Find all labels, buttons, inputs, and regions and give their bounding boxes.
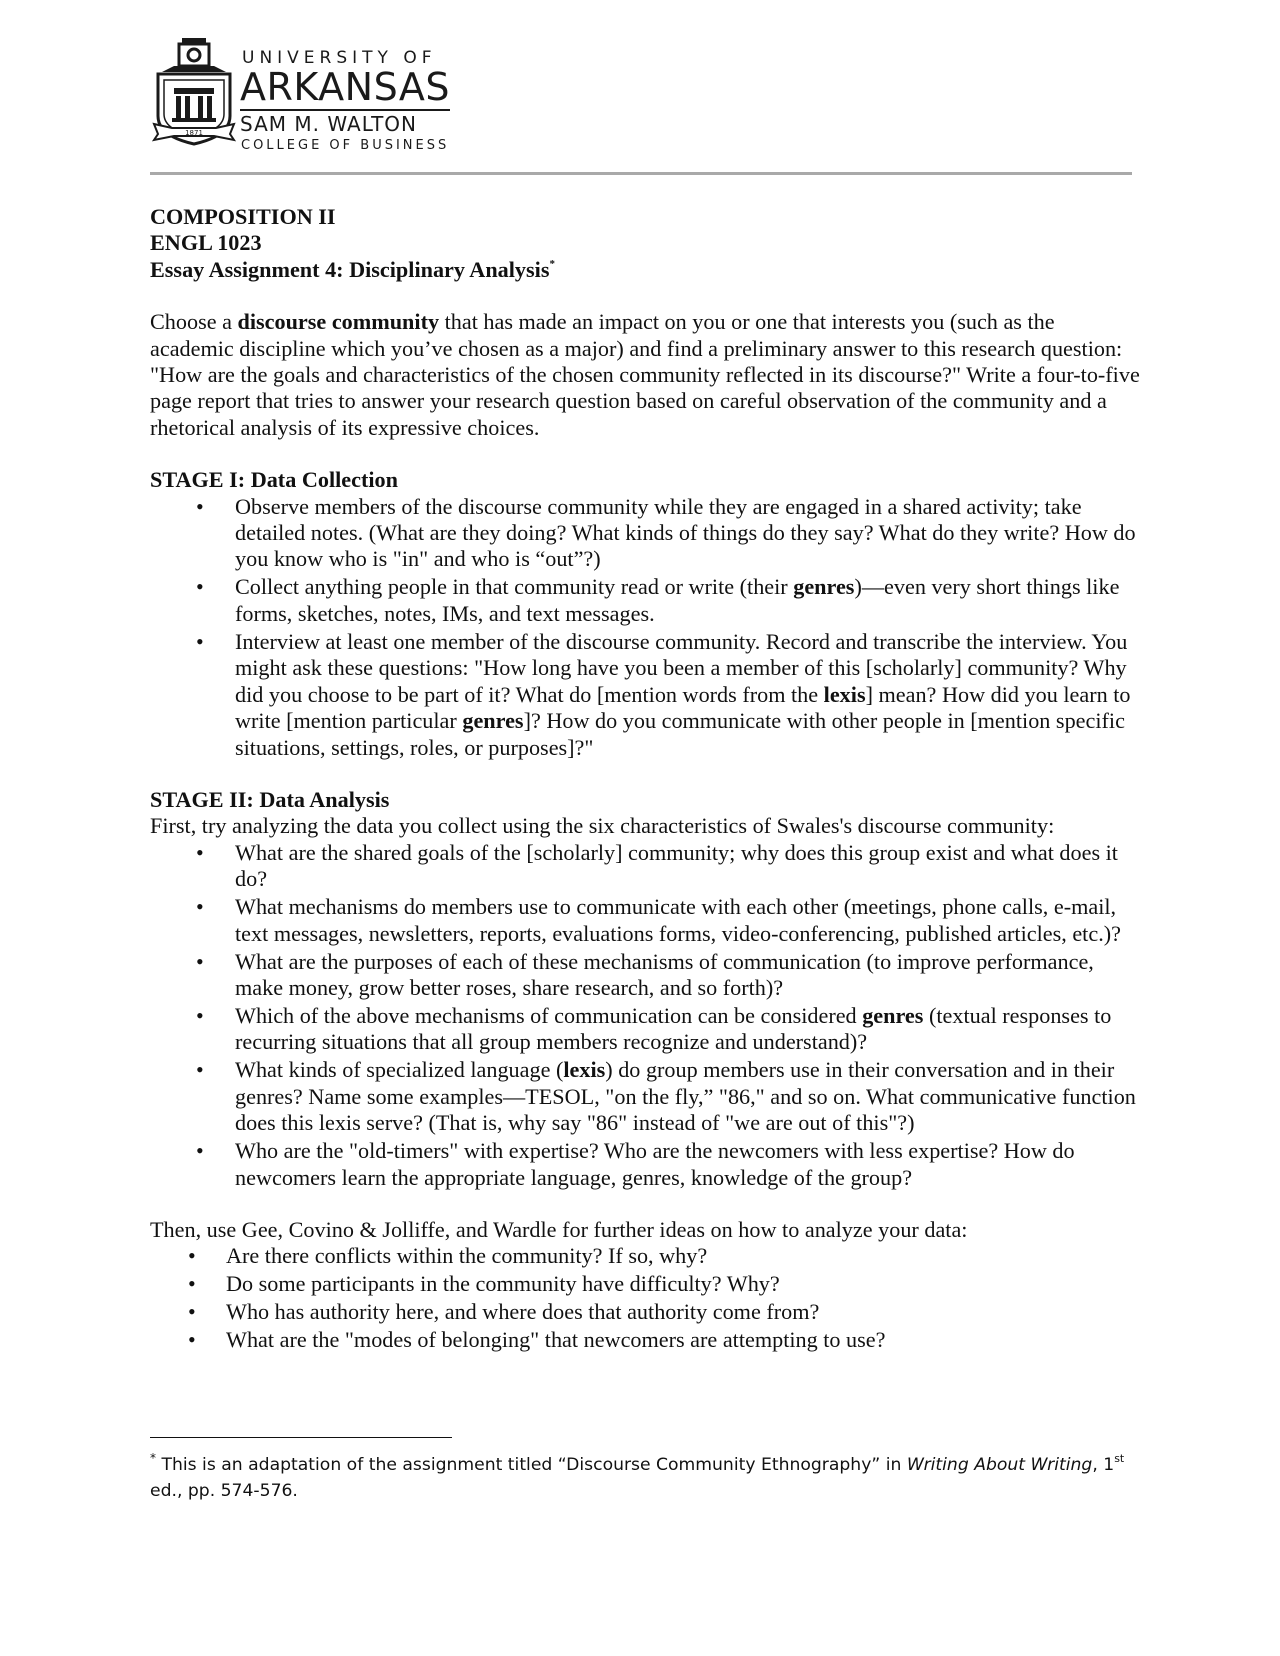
seal-icon xyxy=(152,36,236,148)
list-item-text: Who are the "old-timers" with expertise? Who are the newcomers with less expertise? How do newcomers learn the appropriate language, genres, knowledge of the group? xyxy=(235,1138,1075,1190)
list-item-text: What are the "modes of belonging" that newcomers are attempting to use? xyxy=(226,1327,886,1353)
list-item xyxy=(150,574,1140,627)
footnote-text-1: This is an adaptation of the assignment titled “Discourse Community Ethnography” in xyxy=(156,1455,907,1475)
intro-bold-term: discourse community xyxy=(237,309,440,335)
list-item-text: ]? How do you communicate with other people in [mention specific situations, settings, roles, or purposes]?" xyxy=(235,708,1125,760)
logo-sam-walton: SAM M. WALTON xyxy=(240,112,418,136)
list-item-text: Which of the above mechanisms of communication can be considered xyxy=(235,1002,863,1028)
stage2-list xyxy=(150,840,1140,1191)
bold-term: genres xyxy=(793,574,855,600)
footnote-text-2: , 1 xyxy=(1092,1455,1115,1475)
footnote xyxy=(150,1452,1135,1504)
list-item-text: Observe members of the discourse community while they are engaged in a shared activity; take detailed notes. (What are they doing? What kinds of things do they say? What do they write? How do you know who is "in" and who is “out”?) xyxy=(235,493,1136,572)
header-divider xyxy=(150,172,1132,175)
list-item xyxy=(150,1243,1140,1269)
further-list xyxy=(150,1243,1140,1353)
list-item-text: Are there conflicts within the community? If so, why? xyxy=(226,1243,708,1269)
list-item xyxy=(150,1271,1140,1297)
list-item-text: What kinds of specialized language ( xyxy=(235,1057,564,1083)
list-item-text: (textual responses to recurring situations that all group members recognize and understand)? xyxy=(235,1002,1112,1055)
list-item-text: What are the purposes of each of these mechanisms of communication (to improve performance, make money, grow better roses, share research, and so forth)? xyxy=(235,948,1094,1000)
list-item xyxy=(150,629,1140,761)
list-item-text: What are the shared goals of the [scholarly] community; why does this group exist and what does it do? xyxy=(235,839,1118,892)
logo-college-of-business: COLLEGE OF BUSINESS xyxy=(241,138,450,153)
list-item xyxy=(150,894,1140,947)
footnote-divider xyxy=(150,1437,452,1438)
list-item-text: What mechanisms do members use to communicate with each other (meetings, phone calls, e-mail, text messages, newsletters, reports, evaluations forms, video-conferencing, published articles, etc.)? xyxy=(235,894,1121,946)
stage1-list xyxy=(150,494,1140,761)
list-item-text: ) do group members use in their conversation and in their genres? Name some examples—TESOL, "on the fly,” "86," and so on. What communicative function does this lexis serve? (That is, why say "86" instead of "we are out of this"?) xyxy=(235,1057,1136,1136)
university-logo xyxy=(152,36,452,152)
list-item xyxy=(150,1057,1140,1136)
list-item xyxy=(150,949,1140,1002)
list-item-text: Collect anything people in that community read or write (their xyxy=(235,574,794,600)
intro-text-2: that has made an impact on you or one that interests you (such as the academic discipline which you’ve chosen as a major) and find a preliminary answer to this research question: "How are the goals and characteristics of the chosen community reflected in its discourse?" Write a four-to-five page report that tries to answer your research question based on careful observation of the community and a rhetorical analysis of its expressive choices. xyxy=(150,309,1140,440)
list-item-text: ] mean? How did you learn to write [mention particular xyxy=(235,681,1131,734)
logo-underline xyxy=(240,109,450,111)
seal-year: 1871 xyxy=(185,129,203,137)
list-item xyxy=(150,1138,1140,1191)
stage2-lead: First, try analyzing the data you collect using the six characteristics of Swales's discourse community: xyxy=(150,813,1055,839)
list-item-text: )—even very short things like forms, sketches, notes, IMs, and text messages. xyxy=(235,574,1120,626)
assignment-footnote-mark: * xyxy=(549,257,555,270)
footnote-mark: * xyxy=(150,1451,156,1465)
list-item-text: Who has authority here, and where does that authority come from? xyxy=(226,1299,820,1325)
intro-text-1: Choose a xyxy=(150,309,238,335)
logo-arkansas: ARKANSAS xyxy=(240,65,451,109)
course-title: COMPOSITION II xyxy=(150,204,336,229)
list-item xyxy=(150,494,1140,573)
bold-term: lexis xyxy=(823,681,866,707)
intro-paragraph xyxy=(150,309,1140,441)
list-item xyxy=(150,840,1140,893)
list-item-text: Do some participants in the community have difficulty? Why? xyxy=(226,1271,780,1297)
assignment-title xyxy=(150,257,1140,283)
further-lead: Then, use Gee, Covino & Jolliffe, and Wardle for further ideas on how to analyze your data: xyxy=(150,1216,968,1242)
list-item xyxy=(150,1299,1140,1325)
stage1-heading: STAGE I: Data Collection xyxy=(150,467,398,493)
bold-term: genres xyxy=(462,708,524,734)
footnote-ordinal: st xyxy=(1114,1452,1125,1465)
list-item-text: Interview at least one member of the discourse community. Record and transcribe the interview. You might ask these questions: "How long have you been a member of this [scholarly] community? Why did you choose to be part of it? What do [mention words from the xyxy=(235,628,1128,707)
document-body xyxy=(150,204,1140,1354)
assignment-title-text: Essay Assignment 4: Disciplinary Analysis xyxy=(150,256,550,282)
list-item xyxy=(150,1327,1140,1353)
footnote-text-3: ed., pp. 574-576. xyxy=(150,1481,298,1501)
logo-university-of: UNIVERSITY OF xyxy=(242,48,437,68)
list-item xyxy=(150,1003,1140,1056)
footnote-book-title: Writing About Writing xyxy=(906,1455,1093,1475)
bold-term: lexis xyxy=(563,1057,606,1083)
course-code: ENGL 1023 xyxy=(150,230,262,256)
bold-term: genres xyxy=(862,1002,924,1028)
stage2-heading: STAGE II: Data Analysis xyxy=(150,786,390,812)
